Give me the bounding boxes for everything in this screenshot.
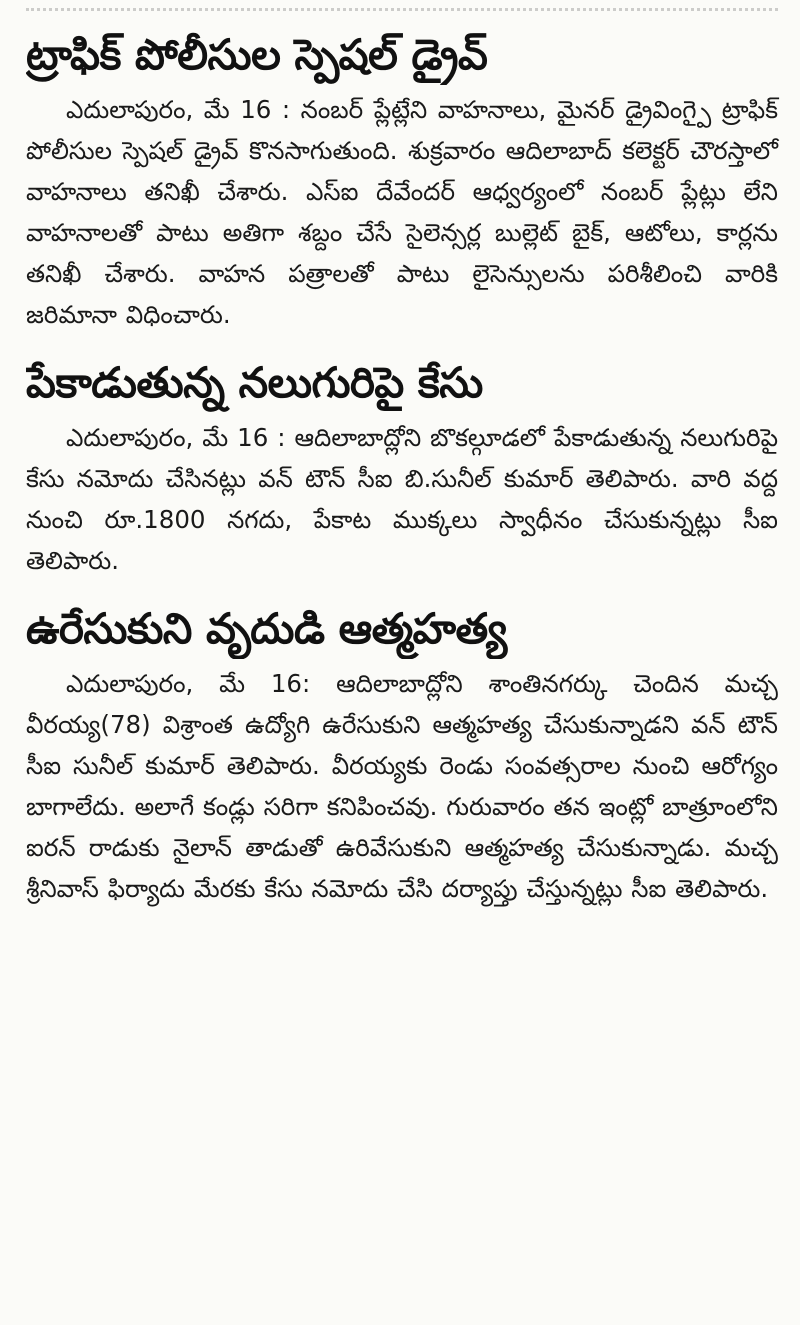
body-card-game-case: ఎదులాపురం, మే 16 : ఆదిలాబాద్లోని బొకల్గూడలో పేకాడుతున్న నలుగురిపై కేసు నమోదు చేసినట్లు వన్ టౌన్ సీఐ బి.సునీల్ కుమార్ తెలిపారు. వారి వద్ద నుంచి రూ.1800 నగదు, పేకాట ముక్కలు స్వాధీనం చేసుకున్నట్లు సీఐ తెలిపారు. (26, 423, 778, 575)
headline-traffic-drive: ట్రాఫిక్ పోలీసుల స్పెషల్ డ్రైవ్ (26, 30, 488, 79)
headline-card-game-case: పేకాడుతున్న నలుగురిపై కేసు (26, 358, 483, 407)
clipping-top-edge (26, 8, 778, 17)
article-card-game-case (26, 353, 778, 581)
body-elderly-suicide: ఎదులాపురం, మే 16: ఆదిలాబాద్లోని శాంతినగర్కు చెందిన మచ్చ వీరయ్య(78) విశ్రాంత ఉద్యోగి ఉరేసుకుని ఆత్మహత్య చేసుకున్నాడని వన్ టౌన్ సీఐ సునీల్ కుమార్ తెలిపారు. వీరయ్యకు రెండు సంవత్సరాల నుంచి ఆరోగ్యం బాగాలేదు. అలాగే కండ్లు సరిగా కనిపించవు. గురువారం తన ఇంట్లో బాత్రూంలోని ఐరన్ రాడుకు నైలాన్ తాడుతో ఉరివేసుకుని ఆత్మహత్య చేసుకున్నాడు. మచ్చ శ్రీనివాస్ ఫిర్యాదు మేరకు కేసు నమోదు చేసి దర్యాప్తు చేస్తున్నట్లు సీఐ తెలిపారు. (26, 669, 778, 903)
article-traffic-drive (26, 25, 778, 335)
body-traffic-drive: ఎదులాపురం, మే 16 : నంబర్ ప్లేట్లేని వాహనాలు, మైనర్ డ్రైవింగ్పై ట్రాఫిక్ పోలీసుల స్పెషల్ డ్రైవ్ కొనసాగుతుంది. శుక్రవారం ఆదిలాబాద్ కలెక్టర్ చౌరస్తాలో వాహనాలు తనిఖీ చేశారు. ఎస్ఐ దేవేందర్ ఆధ్వర్యంలో నంబర్ ప్లేట్లు లేని వాహనాలతో పాటు అతిగా శబ్దం చేసే సైలెన్సర్ల బుల్లెట్ బైక్, ఆటోలు, కార్లను తనిఖీ చేశారు. వాహన పత్రాలతో పాటు లైసెన్సులను పరిశీలించి వారికి జరిమానా విధించారు. (26, 95, 778, 329)
headline-elderly-suicide: ఉరేసుకుని వృదుడి ఆత్మహత్య (26, 604, 507, 653)
article-elderly-suicide (26, 599, 778, 909)
